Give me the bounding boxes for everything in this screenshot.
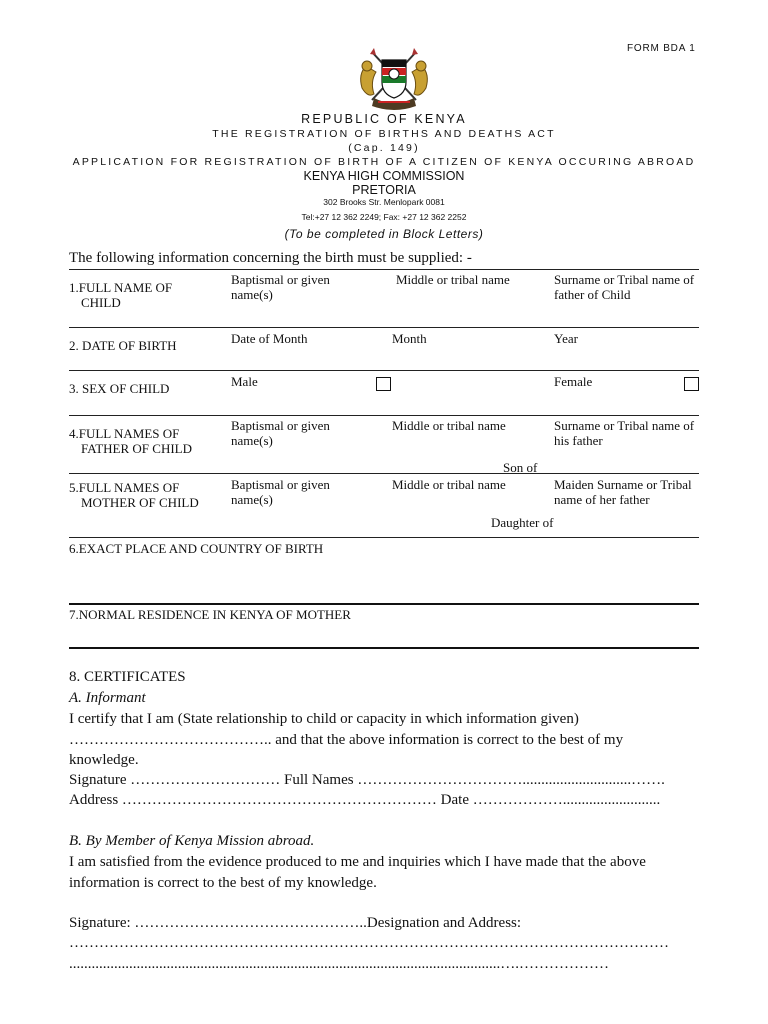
mission-statement: I am satisfied from the evidence produced to me and inquiries which I have made that the above	[69, 854, 646, 870]
field-label-line1: FULL NAME OF	[78, 280, 173, 295]
informant-knowledge: knowledge.	[69, 752, 139, 768]
field-label-line1: FULL NAMES OF	[78, 480, 180, 495]
intro-text: The following information concerning the birth must be supplied: -	[69, 250, 472, 266]
field-label-line2: MOTHER OF CHILD	[81, 495, 199, 510]
header-address: 302 Brooks Str. Menlopark 0081	[323, 197, 445, 207]
son-of-label: Son of	[503, 460, 538, 475]
mission-signature-line: Signature: ………………………………………..Designation and Address:	[69, 915, 522, 931]
informant-statement: I certify that I am (State relationship to child or capacity in which information given)	[69, 711, 579, 727]
column-label: Baptismal or given	[231, 272, 330, 287]
header-office: KENYA HIGH COMMISSION	[303, 169, 465, 183]
column-label: Surname or Tribal name of	[554, 272, 695, 287]
informant-address-line: Address ……………………………………………………… Date ………………..........................	[69, 792, 661, 808]
mission-knowledge: information is correct to the best of my knowledge.	[69, 875, 377, 891]
dob-month-column: Month	[392, 331, 427, 346]
field-label-mother	[69, 480, 199, 510]
informant-signature-line: Signature ………………………… Full Names …………………………….............................…….	[69, 772, 665, 788]
divider	[69, 370, 699, 371]
column-label: name of her father	[554, 492, 650, 507]
header-act: THE REGISTRATION OF BIRTHS AND DEATHS ACT	[212, 128, 556, 140]
dob-year-column: Year	[554, 331, 578, 346]
header-contact: Tel:+27 12 362 2249; Fax: +27 12 362 2252	[301, 212, 467, 222]
header-application: APPLICATION FOR REGISTRATION OF BIRTH OF A CITIZEN OF KENYA OCCURING ABROAD	[72, 156, 696, 168]
female-checkbox[interactable]	[684, 377, 699, 391]
daughter-of-label: Daughter of	[491, 515, 554, 530]
mission-address-line-2: ...................................................................................................................….………………	[69, 956, 609, 972]
informant-heading: A. Informant	[69, 690, 146, 706]
column-label: father of Child	[554, 287, 631, 302]
column-label: Surname or Tribal name of	[554, 418, 695, 433]
child-given-name-column	[231, 272, 330, 302]
mother-given-name-column	[231, 477, 330, 507]
column-label: Maiden Surname or Tribal	[554, 477, 692, 492]
field-label-father	[69, 426, 192, 456]
dob-day-column: Date of Month	[231, 331, 308, 346]
mother-middle-name-column: Middle or tribal name	[392, 477, 506, 492]
child-surname-column	[554, 272, 694, 302]
field-label-residence: 7.NORMAL RESIDENCE IN KENYA OF MOTHER	[69, 607, 351, 622]
column-label: Baptismal or given	[231, 418, 330, 433]
divider	[69, 603, 699, 605]
field-label-sex: 3. SEX OF CHILD	[69, 381, 170, 396]
column-label: his father	[554, 433, 603, 448]
field-label-dob: 2. DATE OF BIRTH	[69, 338, 177, 353]
divider	[69, 269, 699, 270]
mission-heading: B. By Member of Kenya Mission abroad.	[69, 833, 315, 849]
column-label: name(s)	[231, 287, 273, 302]
field-number: 4.	[69, 426, 79, 441]
father-given-name-column	[231, 418, 330, 448]
divider	[69, 415, 699, 416]
child-middle-name-column: Middle or tribal name	[396, 272, 510, 287]
sex-male-label: Male	[231, 374, 258, 389]
kenya-coat-of-arms-icon	[352, 46, 436, 112]
header-instruction: (To be completed in Block Letters)	[284, 227, 484, 241]
certificates-heading: 8. CERTIFICATES	[69, 669, 186, 685]
header-city: PRETORIA	[352, 183, 416, 197]
mission-address-line: …………………………………………………………………………………………………………	[69, 935, 669, 951]
mother-maiden-name-column	[554, 477, 692, 507]
informant-relationship-line: ………………………………….. and that the above information is correct to the best of my	[69, 732, 624, 748]
field-label-place-of-birth: 6.EXACT PLACE AND COUNTRY OF BIRTH	[69, 541, 324, 556]
divider	[69, 537, 699, 538]
male-checkbox[interactable]	[376, 377, 391, 391]
field-label-line2: CHILD	[81, 295, 121, 310]
sex-female-label: Female	[554, 374, 593, 389]
header-republic: REPUBLIC OF KENYA	[301, 112, 467, 126]
field-label-child-name	[69, 280, 172, 310]
divider	[69, 327, 699, 328]
divider	[69, 473, 699, 474]
field-number: 5.	[69, 480, 79, 495]
father-middle-name-column: Middle or tribal name	[392, 418, 506, 433]
divider	[69, 647, 699, 649]
column-label: name(s)	[231, 433, 273, 448]
column-label: name(s)	[231, 492, 273, 507]
form-code: FORM BDA 1	[627, 43, 696, 54]
field-label-line2: FATHER OF CHILD	[81, 441, 192, 456]
column-label: Baptismal or given	[231, 477, 330, 492]
father-surname-column	[554, 418, 694, 448]
header-cap: (Cap. 149)	[348, 142, 420, 154]
field-number: 1.	[69, 280, 79, 295]
field-label-line1: FULL NAMES OF	[78, 426, 180, 441]
